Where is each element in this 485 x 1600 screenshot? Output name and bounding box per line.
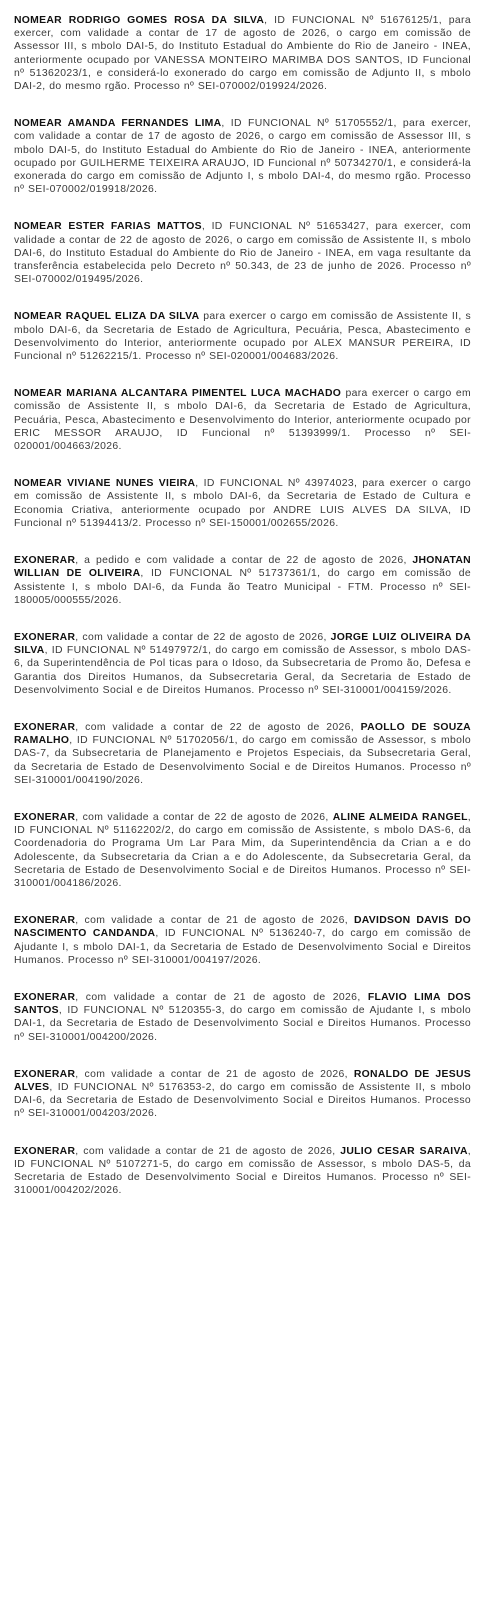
act-heading: EXONERAR bbox=[14, 811, 76, 823]
person-name: RONALDO DE JESUS ALVES bbox=[14, 1068, 472, 1093]
act-text: , ID FUNCIONAL Nº 5107271-5, do cargo em comissão de Assessor, s mbolo DAS-5, da Secretaria de Estado de Desenvolvimento Social e Direitos Humanos. Processo nº SEI-310001/004202/2026. bbox=[14, 1145, 471, 1197]
act-heading: NOMEAR AMANDA FERNANDES LIMA bbox=[14, 118, 222, 130]
person-name: PAOLLO DE SOUZA RAMALHO bbox=[14, 721, 471, 747]
act-paragraph bbox=[14, 721, 471, 787]
act-text: , ID FUNCIONAL Nº 51702056/1, do cargo em comissão de Assessor, s mbolo DAS-7, da Subsecretaria de Planejamento e Projetos Especiais, da Subsecretaria Geral, da Secretaria de Estado de Desenvolvimento Social e de Direitos Humanos. Processo nº SEI-310001/004190/2026. bbox=[14, 735, 471, 786]
act-heading: EXONERAR bbox=[14, 631, 76, 643]
person-name: ALINE ALMEIDA RANGEL bbox=[332, 811, 468, 823]
act-text: , ID FUNCIONAL Nº 51162202/2, do cargo em comissão de Assistente, s mbolo DAS-6, da Coordenadoria do Programa Um Lar Para Mim, da Superintendência da Crian a e do Adolescente, da Subsecretaria da Crian a e do Adolescente, da Subsecretaria Geral, da Secretaria de Estado de Desenvolvimento Social e de Direitos Humanos. Processo nº SEI-310001/004186/2026. bbox=[14, 811, 471, 889]
act-text: , a pedido e com validade a contar de 22 de agosto de 2026, bbox=[75, 555, 413, 567]
act-text: , ID FUNCIONAL Nº 5136240-7, do cargo em comissão de Ajudante I, s mbolo DAI-1, da Secretaria de Estado de Desenvolvimento Social e Direitos Humanos. Processo nº SEI-310001/004197/2026. bbox=[14, 928, 471, 966]
act-text: , com validade a contar de 21 de agosto de 2026, bbox=[75, 1145, 341, 1157]
act-heading: EXONERAR bbox=[14, 555, 76, 567]
act-paragraph bbox=[14, 554, 471, 607]
act-text: , com validade a contar de 21 de agosto de 2026, bbox=[75, 1068, 354, 1080]
act-paragraph bbox=[14, 387, 471, 453]
act-heading: NOMEAR RAQUEL ELIZA DA SILVA bbox=[14, 311, 200, 323]
act-text: , com validade a contar de 22 de agosto de 2026, bbox=[75, 811, 333, 823]
person-name: FLAVIO LIMA DOS SANTOS bbox=[14, 991, 472, 1017]
act-text: , ID FUNCIONAL Nº 51705552/1, para exercer, com validade a contar de 17 de agosto de 2026, o cargo em comissão de Assessor III, s mbolo DAI-5, do Instituto Estadual do Ambiente do Rio de Janeiro - INEA, anteriormente ocupado por GUILHERME TEIXEIRA ARAUJO, ID Funcional nº 50734270/1, e considerá-la exonerada do cargo em comissão de Adjunto I, s mbolo DAI-4, do mesmo rgão. Processo nº SEI-070002/019918/2026. bbox=[14, 118, 471, 196]
act-paragraph bbox=[14, 1145, 471, 1198]
act-paragraph bbox=[14, 14, 471, 93]
act-text: para exercer o cargo em comissão de Assistente II, s mbolo DAI-6, da Secretaria de Estado de Agricultura, Pecuária, Pesca, Abastecimento e Desenvolvimento do Interior, anteriormente ocupado por ERIC MESSOR ARAUJO, ID Funcional nº 51393999/1. Processo nº SEI-020001/004663/2026. bbox=[14, 388, 472, 453]
act-heading: NOMEAR MARIANA ALCANTARA PIMENTEL LUCA MACHADO bbox=[14, 388, 342, 400]
act-text: , ID FUNCIONAL Nº 5176353-2, do cargo em comissão de Assistente II, s mbolo DAI-6, da Secretaria de Estado de Desenvolvimento Social e Direitos Humanos. Processo nº SEI-310001/004203/2026. bbox=[14, 1081, 471, 1120]
act-text: , ID FUNCIONAL Nº 43974023, para exercer o cargo em comissão de Assistente II, s mbolo DAI-6, da Secretaria de Estado de Cultura e Economia Criativa, anteriormente ocupado por ANDRE LUIS ALVES DA SILVA, ID Funcional nº 51394413/2. Processo nº SEI-150001/002655/2026. bbox=[14, 478, 471, 529]
act-paragraph bbox=[14, 991, 471, 1044]
act-paragraph bbox=[14, 1068, 471, 1121]
person-name: JORGE LUIZ OLIVEIRA DA SILVA bbox=[14, 631, 471, 657]
act-paragraph bbox=[14, 914, 471, 967]
act-heading: EXONERAR bbox=[14, 991, 76, 1003]
act-text: , com validade a contar de 21 de agosto de 2026, bbox=[75, 991, 368, 1003]
act-text: , com validade a contar de 22 de agosto de 2026, bbox=[75, 631, 331, 643]
act-text: , ID FUNCIONAL Nº 51737361/1, do cargo em comissão de Assistente I, s mbolo DAI-6, da Funda ão Teatro Municipal - FTM. Processo nº SEI-180005/000555/2026. bbox=[14, 568, 471, 606]
person-name: JHONATAN WILLIAN DE OLIVEIRA bbox=[14, 555, 471, 580]
act-heading: EXONERAR bbox=[14, 915, 76, 927]
act-heading: NOMEAR VIVIANE NUNES VIEIRA bbox=[14, 478, 196, 490]
act-paragraph bbox=[14, 310, 471, 363]
act-text: , com validade a contar de 21 de agosto de 2026, bbox=[75, 915, 354, 927]
act-text: , ID FUNCIONAL Nº 51497972/1, do cargo em comissão de Assessor, s mbolo DAS-6, da Superintendência de Pol ticas para o Idoso, da Subsecretaria de Promo ão, Defesa e Garantia dos Direitos Humanos, da Subsecretaria Geral, da Secretaria de Estado de Desenvolvimento Social e de Direitos Humanos. Processo nº SEI-310001/004159/2026. bbox=[14, 645, 471, 696]
act-text: , ID FUNCIONAL Nº 5120355-3, do cargo em comissão de Ajudante I, s mbolo DAI-1, da Secretaria de Estado de Desenvolvimento Social e Direitos Humanos. Processo nº SEI-310001/004200/2026. bbox=[14, 1005, 471, 1043]
act-heading: NOMEAR RODRIGO GOMES ROSA DA SILVA bbox=[14, 15, 265, 26]
act-text: para exercer o cargo em comissão de Assistente II, s mbolo DAI-6, da Secretaria de Estado de Agricultura, Pecuária, Pesca, Abastecimento e Desenvolvimento do Interior, anteriormente ocupado por ALEX MANSUR PEREIRA, ID Funcional nº 51262215/1. Processo nº SEI-020001/004683/2026. bbox=[14, 311, 471, 363]
act-paragraph bbox=[14, 811, 471, 890]
act-paragraph bbox=[14, 117, 471, 196]
act-text: , com validade a contar de 22 de agosto de 2026, bbox=[75, 721, 361, 733]
act-paragraph bbox=[14, 220, 471, 286]
person-name: DAVIDSON DAVIS DO NASCIMENTO CANDANDA bbox=[14, 915, 471, 940]
act-heading: EXONERAR bbox=[14, 1145, 76, 1157]
act-heading: EXONERAR bbox=[14, 721, 76, 733]
act-paragraph bbox=[14, 631, 471, 697]
act-text: , ID FUNCIONAL Nº 51653427, para exercer, com validade a contar de 22 de agosto de 2026, o cargo em comissão de Assistente II, s mbolo DAI-6, do Instituto Estadual do Ambiente do Rio de Janeiro - INEA, em vaga resultante da transferência estabelecida pelo Decreto nº 50.343, de 23 de junho de 2026. Processo nº SEI-070002/019495/2026. bbox=[14, 221, 471, 286]
act-text: , ID FUNCIONAL Nº 51676125/1, para exercer, com validade a contar de 17 de agosto de 2026, o cargo em comissão de Assessor III, s mbolo DAI-5, do Instituto Estadual do Ambiente do Rio de Janeiro - INEA, anteriormente ocupado por VANESSA MONTEIRO MARIMBA DOS SANTOS, ID Funcional nº 51362023/1, e considerá-lo exonerado do cargo em comissão de Adjunto II, s mbolo DAI-2, do mesmo rgão. Processo nº SEI-070002/019924/2026. bbox=[14, 15, 471, 93]
act-paragraph bbox=[14, 477, 471, 530]
person-name: JULIO CESAR SARAIVA bbox=[340, 1145, 468, 1157]
act-heading: NOMEAR ESTER FARIAS MATTOS bbox=[14, 221, 202, 233]
act-heading: EXONERAR bbox=[14, 1068, 76, 1080]
